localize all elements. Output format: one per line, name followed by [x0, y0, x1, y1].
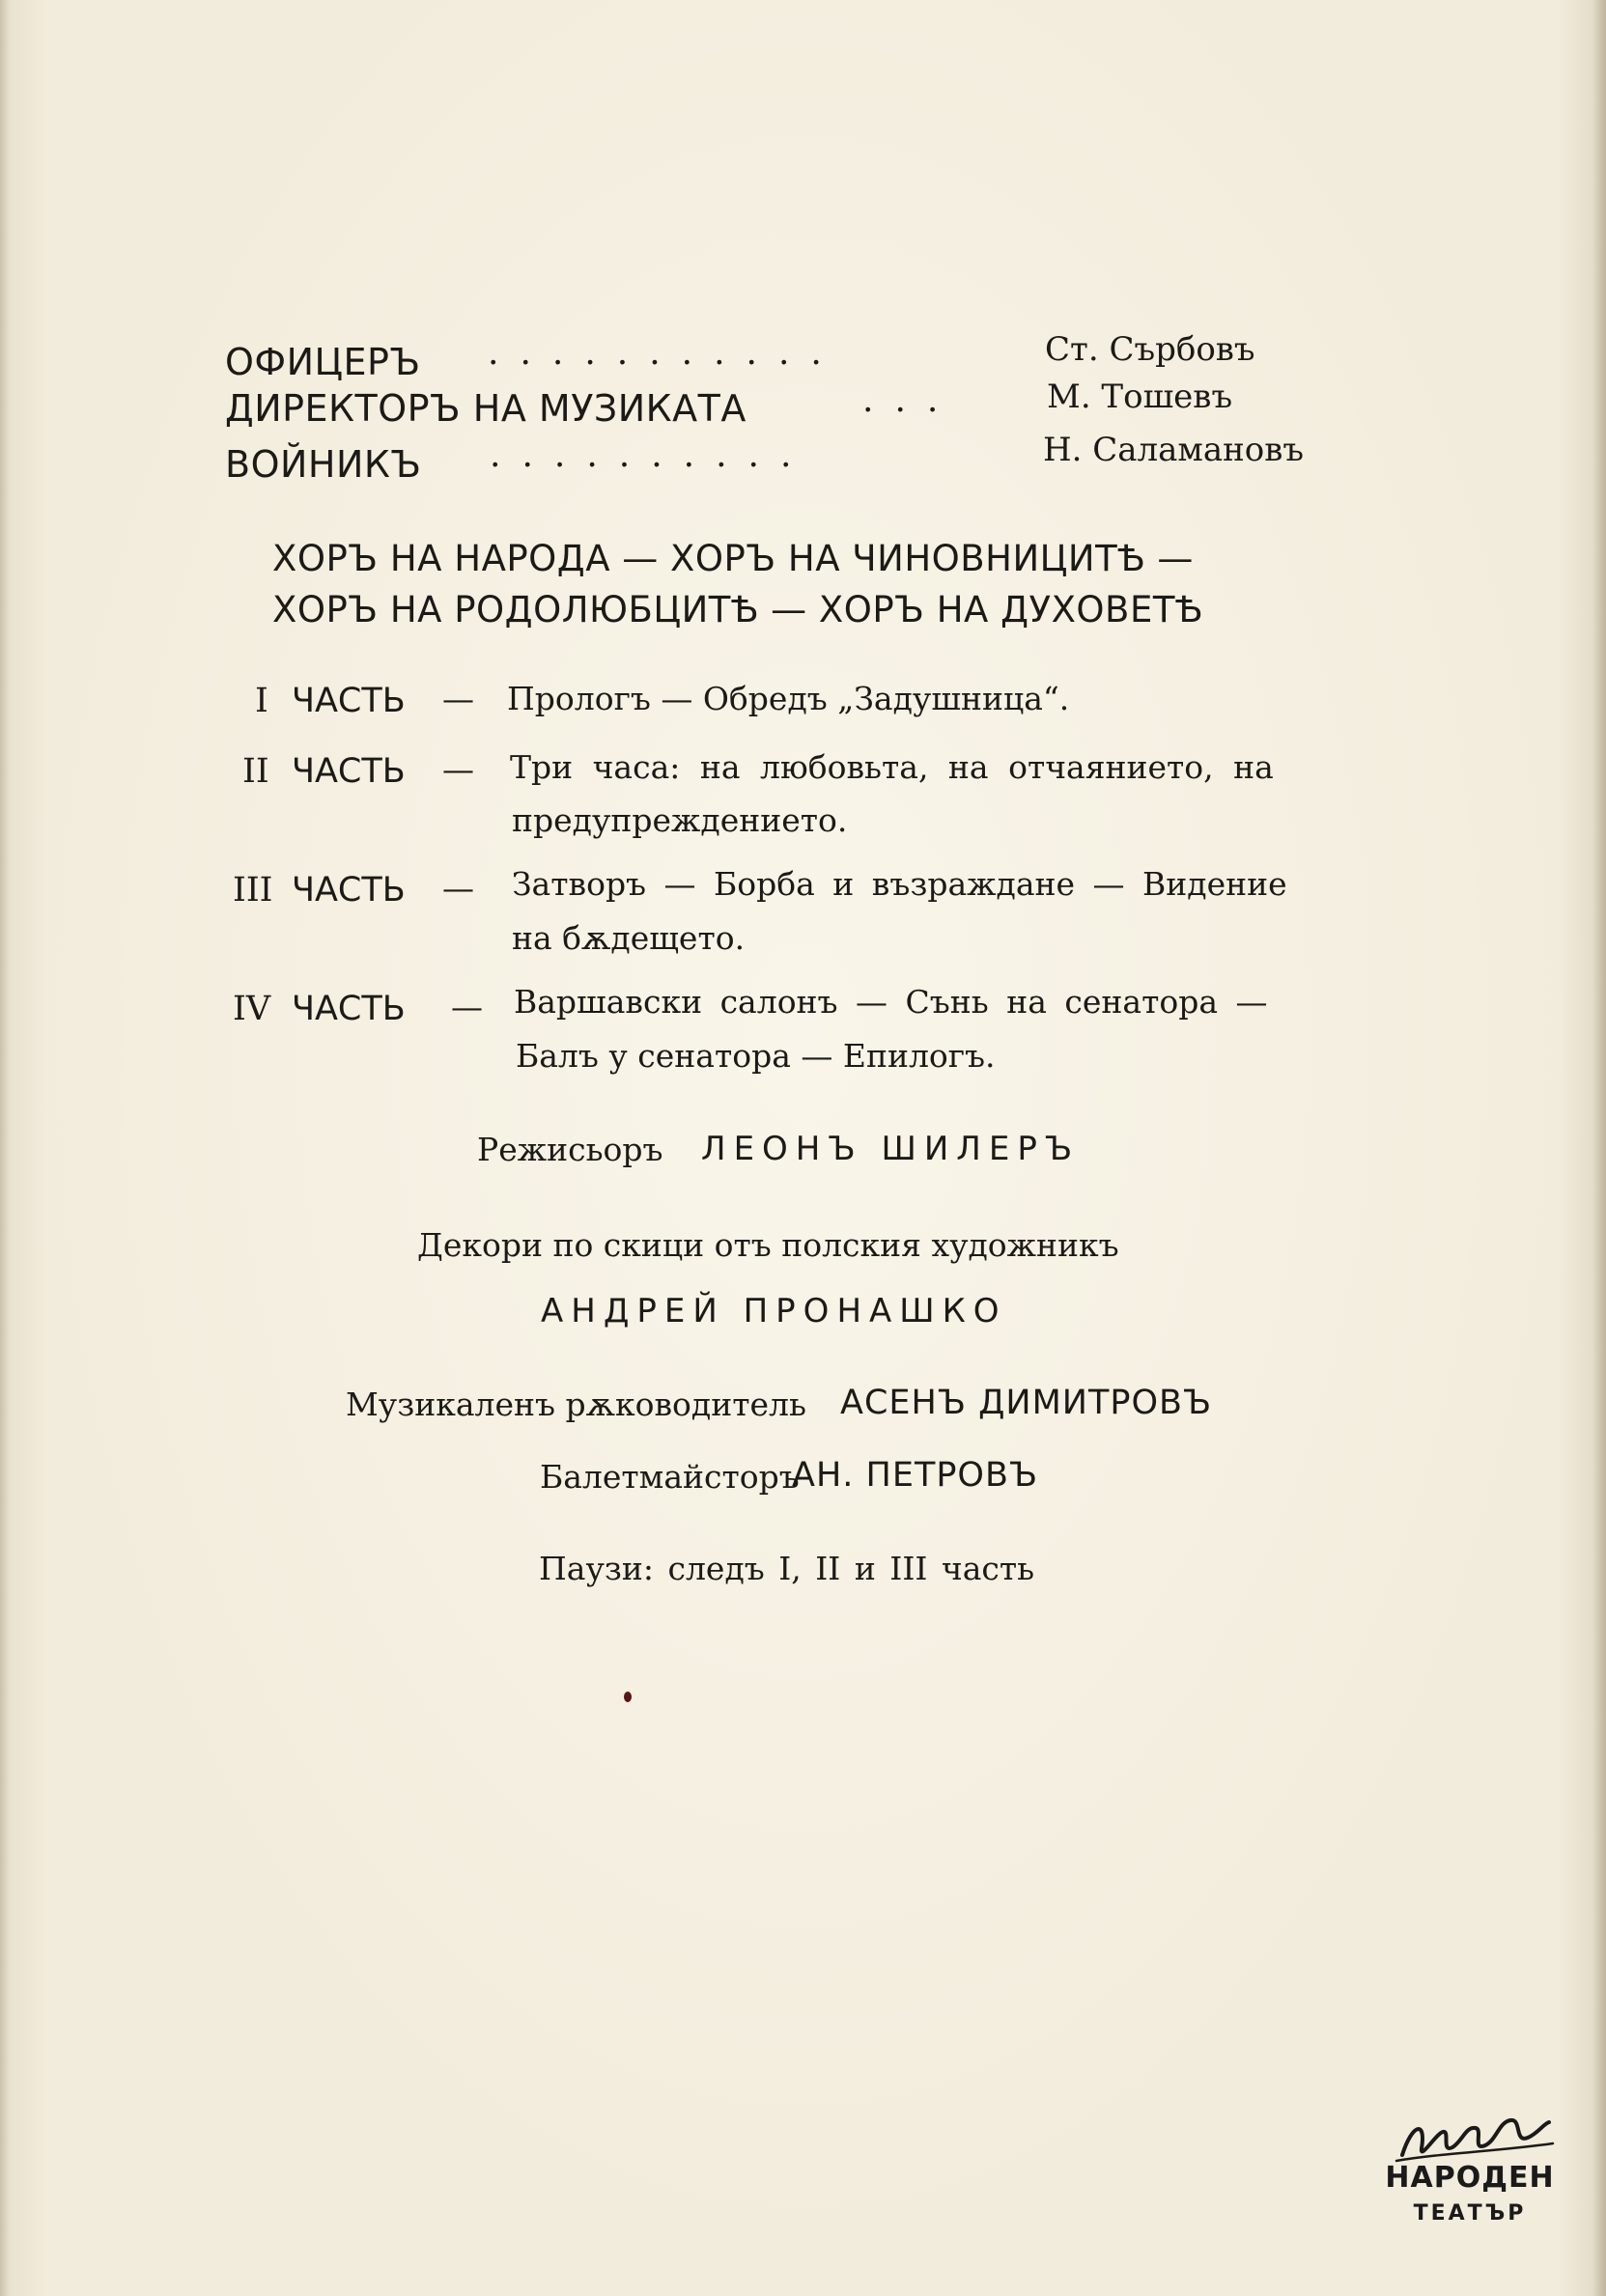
- part-2-number: II: [242, 752, 269, 791]
- decor-line: Декори по скици отъ полския художникъ: [417, 1226, 1119, 1264]
- part-2-text-line-1: Три часа: на любовьта, на отчаянието, на: [510, 748, 1274, 786]
- part-4-label: ЧАСТЬ: [292, 990, 406, 1028]
- part-1-number: I: [255, 682, 268, 720]
- cast-dots-soldier: ..........: [490, 435, 813, 475]
- pauses-note: Паузи: следъ I, II и III часть: [539, 1550, 1035, 1587]
- director-label: Режисьоръ: [477, 1131, 663, 1168]
- decor-artist-name: АНДРЕЙ ПРОНАШКО: [541, 1292, 1007, 1330]
- cast-actor-soldier: Н. Саламановъ: [1043, 431, 1305, 469]
- cast-role-officer: ОФИЦЕРЪ: [225, 341, 421, 383]
- cast-dots-music-director: ...: [862, 380, 960, 420]
- ink-spot: [624, 1692, 632, 1702]
- part-3-text-line-2: на бѫдещето.: [512, 919, 746, 957]
- music-director-name: АСЕНЪ ДИМИТРОВЪ: [840, 1384, 1213, 1422]
- chorus-line-2: ХОРЪ НА РОДОЛЮБЦИТѢ — ХОРЪ НА ДУХОВЕТѢ: [272, 589, 1203, 630]
- part-3-dash: —: [442, 869, 474, 907]
- part-3-number: III: [233, 871, 273, 910]
- page-edge-right: [1592, 0, 1606, 2296]
- part-4-number: IV: [233, 990, 271, 1028]
- part-3-text-line-1: Затворъ — Борба и възраждане — Видение: [512, 865, 1287, 903]
- director-name: ЛЕОНЪ ШИЛЕРЪ: [701, 1130, 1081, 1168]
- part-1-label: ЧАСТЬ: [292, 682, 406, 720]
- logo-text-line-2: ТЕАТЪР: [1413, 2201, 1527, 2226]
- cast-actor-music-director: М. Тошевъ: [1047, 378, 1233, 416]
- part-4-text-line-2: Балъ у сенатора — Епилогъ.: [516, 1037, 996, 1075]
- part-1-text-line-1: Прологъ — Обредъ „Задушница“.: [507, 680, 1070, 717]
- national-theatre-logo: [1383, 2105, 1557, 2250]
- music-director-label: Музикаленъ рѫководитель: [346, 1386, 806, 1423]
- chorus-line-1: ХОРЪ НА НАРОДА — ХОРЪ НА ЧИНОВНИЦИТѢ —: [272, 538, 1194, 579]
- part-1-dash: —: [442, 680, 474, 717]
- part-4-dash: —: [451, 988, 483, 1025]
- cast-dots-officer: ...........: [488, 333, 843, 373]
- ballet-master-label: Балетмайсторъ: [540, 1458, 800, 1496]
- cast-actor-officer: Ст. Сърбовъ: [1045, 330, 1255, 369]
- logo-text-line-1: НАРОДЕН: [1385, 2161, 1555, 2195]
- cast-role-soldier: ВОЙНИКЪ: [225, 443, 422, 486]
- ballet-master-name: АН. ПЕТРОВЪ: [792, 1456, 1039, 1495]
- part-4-text-line-1: Варшавски салонъ — Сънь на сенатора —: [514, 983, 1268, 1021]
- part-2-label: ЧАСТЬ: [292, 752, 406, 791]
- cast-role-music-director: ДИРЕКТОРЪ НА МУЗИКАТА: [225, 387, 747, 430]
- part-2-text-line-2: предупреждението.: [512, 801, 848, 839]
- page-edge-left: [0, 0, 10, 2296]
- part-2-dash: —: [442, 750, 474, 788]
- part-3-label: ЧАСТЬ: [292, 871, 406, 910]
